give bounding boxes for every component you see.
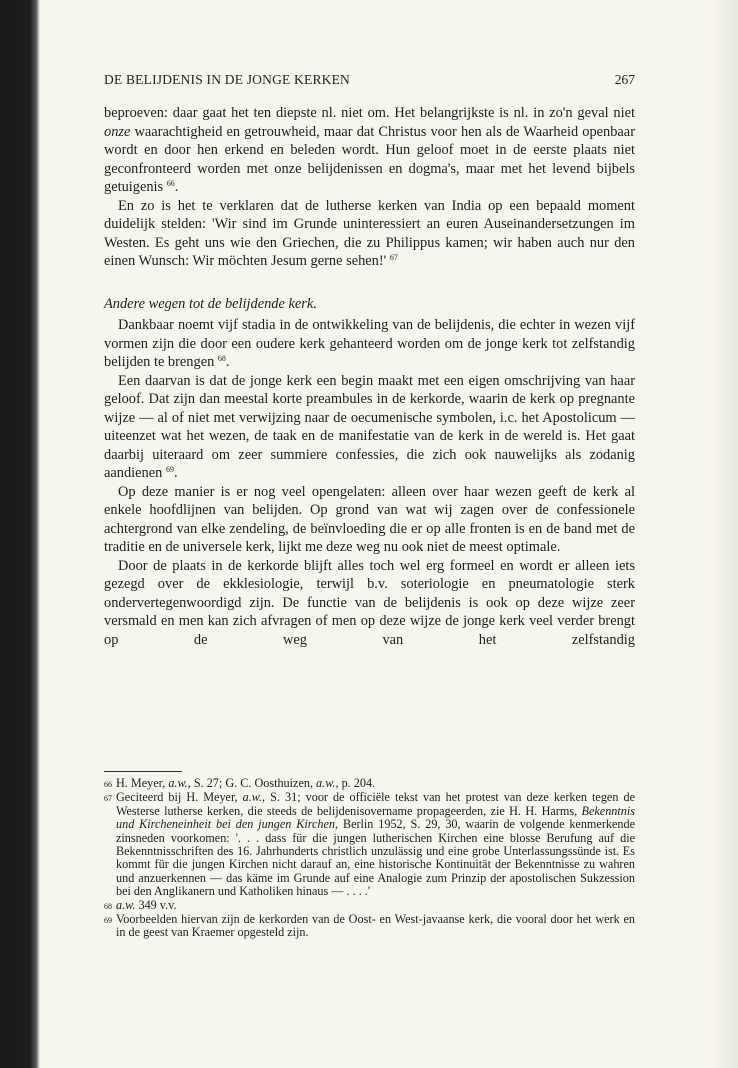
paragraph-2: En zo is het te verklaren dat de lutherse kerken van India op een bepaald moment duidelijk stelden: 'Wir sind im Grunde uninteressiert an euren Auseinandersetzungen im Westen. Es geht uns wie den Griechen, die zu Philippus kamen; wir haben auch nur den einen Wunsch: Wir möchten Jesum gerne sehen!' $^{67}$ — [104, 197, 635, 269]
page-number: 267 — [614, 72, 635, 87]
paragraph-1: beproeven: daar gaat het ten diepste nl. niet om. Het belangrijkste is nl. in zo'n geval niet onze waarachtigheid en getrouwheid, maar dat Christus voor hen als de Waarheid openbaar wordt en door hen erkend en beleden wordt. Hun geloof moet in de eerste plaats niet geconfronteerd worden met onze belijdenissen en dogma's, maar met het levend bijbels getuigenis $^{66}$. — [104, 105, 635, 195]
running-head: DE BELIJDENIS IN DE JONGE KERKEN — [104, 72, 350, 87]
page-edge — [708, 0, 738, 1068]
footnotes — [104, 777, 635, 940]
footnote-68: 68 a.w. 349 v.v. — [104, 897, 177, 912]
footnote-ref-66[interactable]: 66 — [166, 179, 175, 188]
footnote-ref-68[interactable]: 68 — [217, 354, 226, 363]
footnote-ref-69[interactable]: 69 — [165, 465, 174, 474]
paragraph-3: Dankbaar noemt vijf stadia in de ontwikkeling van de belijdenis, die echter in wezen vijf vormen zijn die door een oudere kerk gehanteerd worden om de jonge kerk tot zelfstandig belijden te brengen $^{68}$. — [104, 317, 635, 370]
footnote-67: 67 Geciteerd bij H. Meyer, a.w., S. 31; voor de officiële tekst van het protest van deze kerken tegen de Westerse lutherse kerken, die steeds de belijdenisovername propageerden, zie H. H. Harms, Bekenntnis und Kircheneinheit bei den jungen Kirchen, Berlin 1952, S. 29, 30, waarin de volgende kenmerkende zinsneden voorkomen: '. . . dass für die jungen lutherischen Kirchen eine blosse Berufung auf die Bekenntnisschriften des 16. Jahrhunderts christlich unzulässig und eine grobe Unterlassungssünde ist. Es kommt für die jungen Kirchen nicht darauf an, eine historische Kontinuität der Bekenntnisse zu wahren und anzuerkennen — das käme im Grunde auf eine Analogie zum Prinzip der apostolischen Sukzession bei den Anglikanern und Katholiken hinaus — . . . .' — [104, 790, 635, 899]
book-spine-shadow — [0, 0, 40, 1068]
footnote-mark: 69 — [104, 916, 112, 926]
emphasis: onze — [104, 123, 131, 140]
footnote-66: 66 H. Meyer, a.w., S. 27; G. C. Oosthuizen, a.w., p. 204. — [104, 776, 376, 790]
footnote-divider — [104, 771, 182, 772]
page-header — [104, 72, 635, 88]
footnote-mark: 68 — [104, 901, 112, 911]
body-text — [104, 104, 635, 649]
footnote-69: 69 Voorbeelden hiervan zijn de kerkorden van de Oost- en West-javaanse kerk, die vooral door het werk en in de geest van Kraemer opgesteld zijn. — [104, 912, 635, 940]
paragraph-6: Door de plaats in de kerkorde blijft alles toch wel erg formeel en wordt er alleen iets gezegd over de ekklesiologie, terwijl b.v. soteriologie en pneumatologie sterk ondervertegenwoordigd zijn. De functie van de belijdenis is ook op deze wijze zeer versmald en men kan zich afvragen of men op deze wijze de jonge kerk veel verder brengt op de weg van het zelfstandig — [104, 557, 635, 648]
paragraph-5: Op deze manier is er nog veel opengelaten: alleen over haar wezen geeft de kerk al enkele hoofdlijnen van belijden. Op grond van wat wij zagen over de confessionele achtergrond van elke zendeling, de beïnvloeding die er op alle fronten is en de band met de traditie en de universele kerk, lijkt me deze weg nu ook niet de meest optimale. — [104, 483, 635, 555]
footnote-ref-67[interactable]: 67 — [389, 253, 398, 262]
footnote-mark: 66 — [104, 780, 112, 789]
section-heading: Andere wegen tot de belijdende kerk. — [104, 295, 317, 312]
paragraph-4: Een daarvan is dat de jonge kerk een begin maakt met een eigen omschrijving van haar geloof. Dat zijn dan meestal korte preambules in de kerkorde, waarin de kerk op pregnante wijze — al of niet met verwijzing naar de oecumenische symbolen, i.c. het Apostolicum — uiteenzet wat het wezen, de taak en de manifestatie van de kerk in de wereld is. Het gaat daarbij uiteraard om zeer summiere confessies, die zich ook nauwelijks als zodanig aandienen $^{69}$. — [104, 372, 635, 481]
footnote-mark: 67 — [104, 794, 112, 804]
